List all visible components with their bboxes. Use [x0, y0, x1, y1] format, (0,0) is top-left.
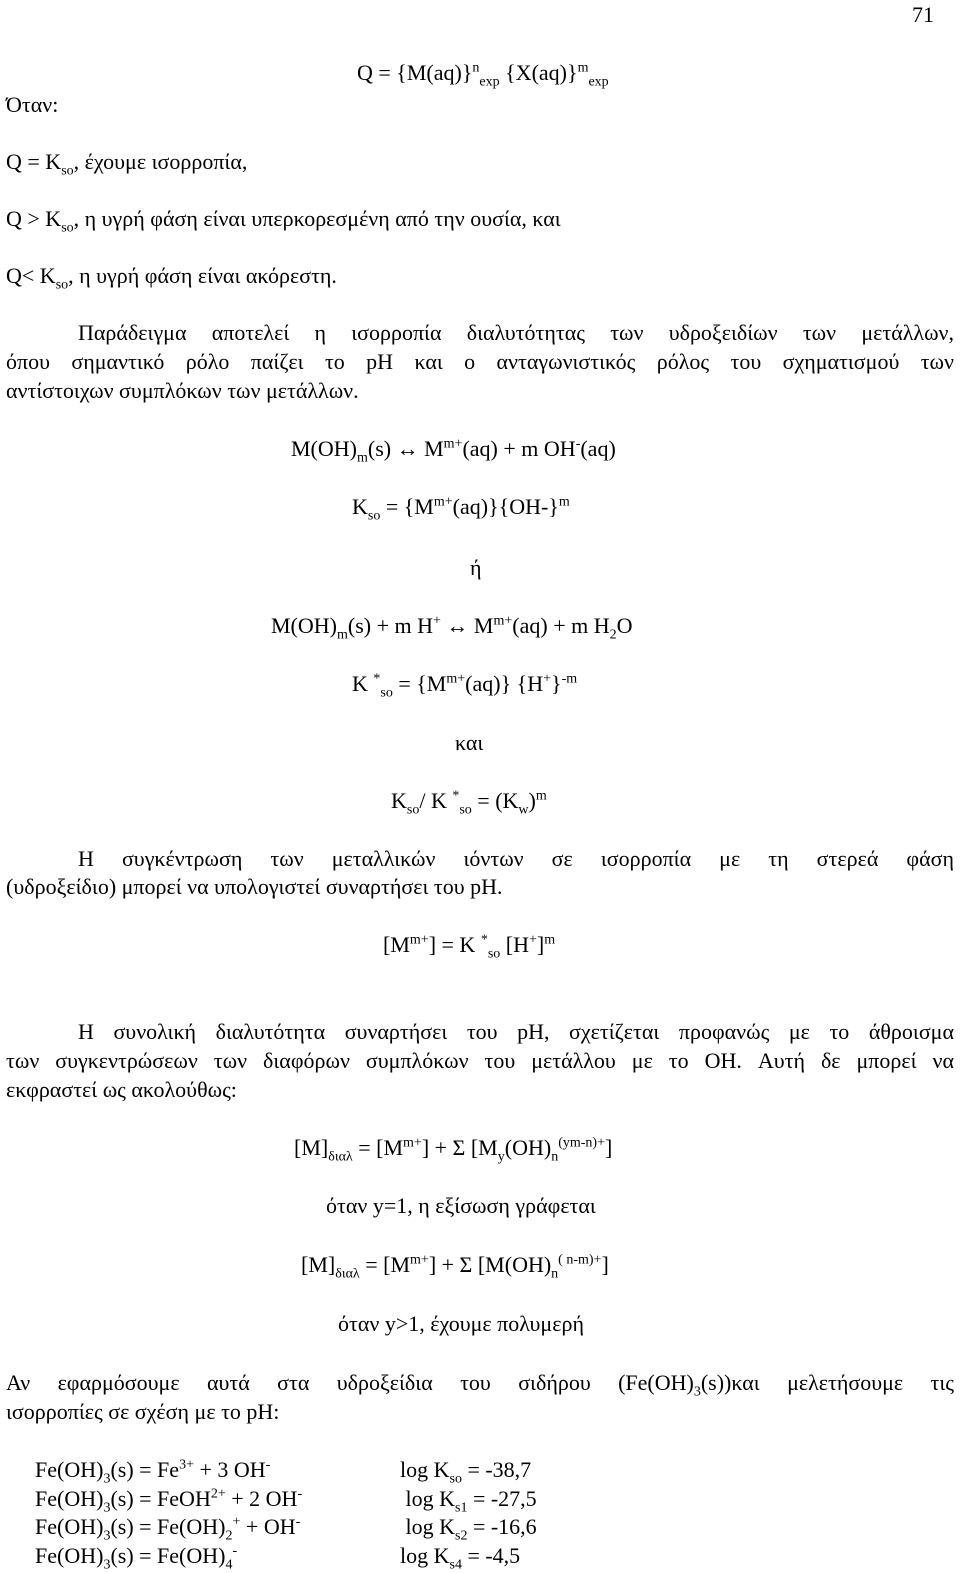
equation-acid-dissolution: $M(OH)_m(s) + m$ H+ ↔ $M^{m+}(aq) + m$ $H_2O$ — [271, 613, 633, 643]
equation-ksp: $K_{so} = \{M^{m+}(aq)\}\{OH-\}^m$ — [352, 494, 570, 524]
table-row — [35, 1513, 537, 1542]
equation-dissolution: $M(OH)_m(s)$ ↔ $M^{m+}(aq) + m$ OH-(aq) — [291, 436, 616, 466]
table-row — [35, 1542, 537, 1571]
page-number: 71 — [912, 2, 934, 27]
para3-line3: εκφραστεί ως ακολούθως: — [6, 1077, 237, 1102]
para1-line2: όπου σημαντικό ρόλο παίζει το pH και ο ανταγωνιστικός ρόλος του σχηματισμού των — [6, 349, 954, 374]
table-row — [35, 1485, 537, 1514]
when-y-equals-1: όταν y=1, η εξίσωση γράφεται — [326, 1193, 596, 1218]
and-word: και — [455, 730, 484, 755]
or-word: ή — [470, 555, 482, 580]
para1-line1: Παράδειγμα αποτελεί η ισορροπία διαλυτότητας των υδροξειδίων των μετάλλων, — [78, 320, 954, 345]
equation-total-solubility: $[M]_{\delta\iota\alpha\lambda} = [M^{m+}] + \Sigma$ $[M_y(OH)_n^{(ym-n)+}]$ — [294, 1135, 613, 1165]
para2-line1: Η συγκέντρωση των μεταλλικών ιόντων σε ισορροπία με τη στερεά φάση — [78, 846, 954, 871]
condition-less: $Q< K_{so}$, η υγρή φάση είναι ακόρεστη. — [6, 263, 337, 293]
equation-kstar: K $^*_{so} = \{M^{m+}(aq)\}$ $\{H^+\}^{-m}$ — [352, 671, 578, 701]
reaction-cell: $Fe(OH)_3(s) = Fe(OH)_2^+ + OH^-$ — [35, 1514, 301, 1544]
reaction-cell: $Fe(OH)_3(s) = Fe(OH)_4^-$ — [35, 1542, 238, 1572]
otan-label: Όταν: — [6, 92, 59, 117]
table-row — [35, 1456, 537, 1485]
logk-cell: $\log K_{s2} = -16,6$ — [400, 1514, 537, 1544]
para3-line1: Η συνολική διαλυτότητα συναρτήσει του pH, σχετίζεται προφανώς με το άθροισμα — [78, 1019, 954, 1044]
logk-cell: $\log K_{s4} = -4,5$ — [400, 1542, 521, 1572]
logk-cell: $\log K_{so} = -38,7$ — [400, 1457, 532, 1487]
condition-greater: $Q > K_{so}$, η υγρή φάση είναι υπερκορεσμένη από την ουσία, και — [6, 206, 561, 236]
para4-line2: ισορροπίες σε σχέση με το pH: — [6, 1399, 280, 1424]
condition-equal: $Q = K_{so}$, έχουμε ισορροπία, — [6, 149, 248, 179]
iron-equilibria-table — [35, 1456, 537, 1570]
para4-line1: Αν εφαρμόσουμε αυτά στα υδροξείδια του σιδήρου $(Fe(OH)_3(s))\kappa\alpha\iota$ μελετήσουμε τις — [6, 1370, 954, 1400]
reaction-cell: $Fe(OH)_3(s)$ = FeOH$^{2+}$ + 2 OH- — [35, 1485, 303, 1515]
reaction-cell: $Fe(OH)_3(s) = Fe^{3+} + 3$ OH- — [35, 1457, 271, 1487]
equation-metal-conc: $[M^{m+}] = K$ *$_{so}$ $[H^+]^m$ — [383, 932, 556, 962]
para3-line2: των συγκεντρώσεων των διαφόρων συμπλόκων του μετάλλου με το OH. Αυτή δε μπορεί να — [6, 1048, 954, 1073]
q-expression: $Q = \{M(aq)\}^n_{exp}$ $\{X(aq)\}^m_{exp}$ — [357, 60, 609, 90]
equation-ratio: $K_{so}/$ K $^*_{so} = (K_w)^m$ — [391, 788, 547, 818]
equation-total-solubility-y1: $[M]_{\delta\iota\alpha\lambda} = [M^{m+}] + \Sigma$ $[M(OH)_n^{( n-m)+}]$ — [301, 1252, 609, 1282]
para1-line3: αντίστοιχων συμπλόκων των μετάλλων. — [6, 378, 359, 403]
when-y-greater-1: όταν y>1, έχουμε πολυμερή — [338, 1311, 584, 1336]
para2-line2: (υδροξείδιο) μπορεί να υπολογιστεί συναρτήσει του pH. — [6, 874, 503, 899]
logk-cell: $\log K_{s1} = -27,5$ — [400, 1485, 537, 1515]
